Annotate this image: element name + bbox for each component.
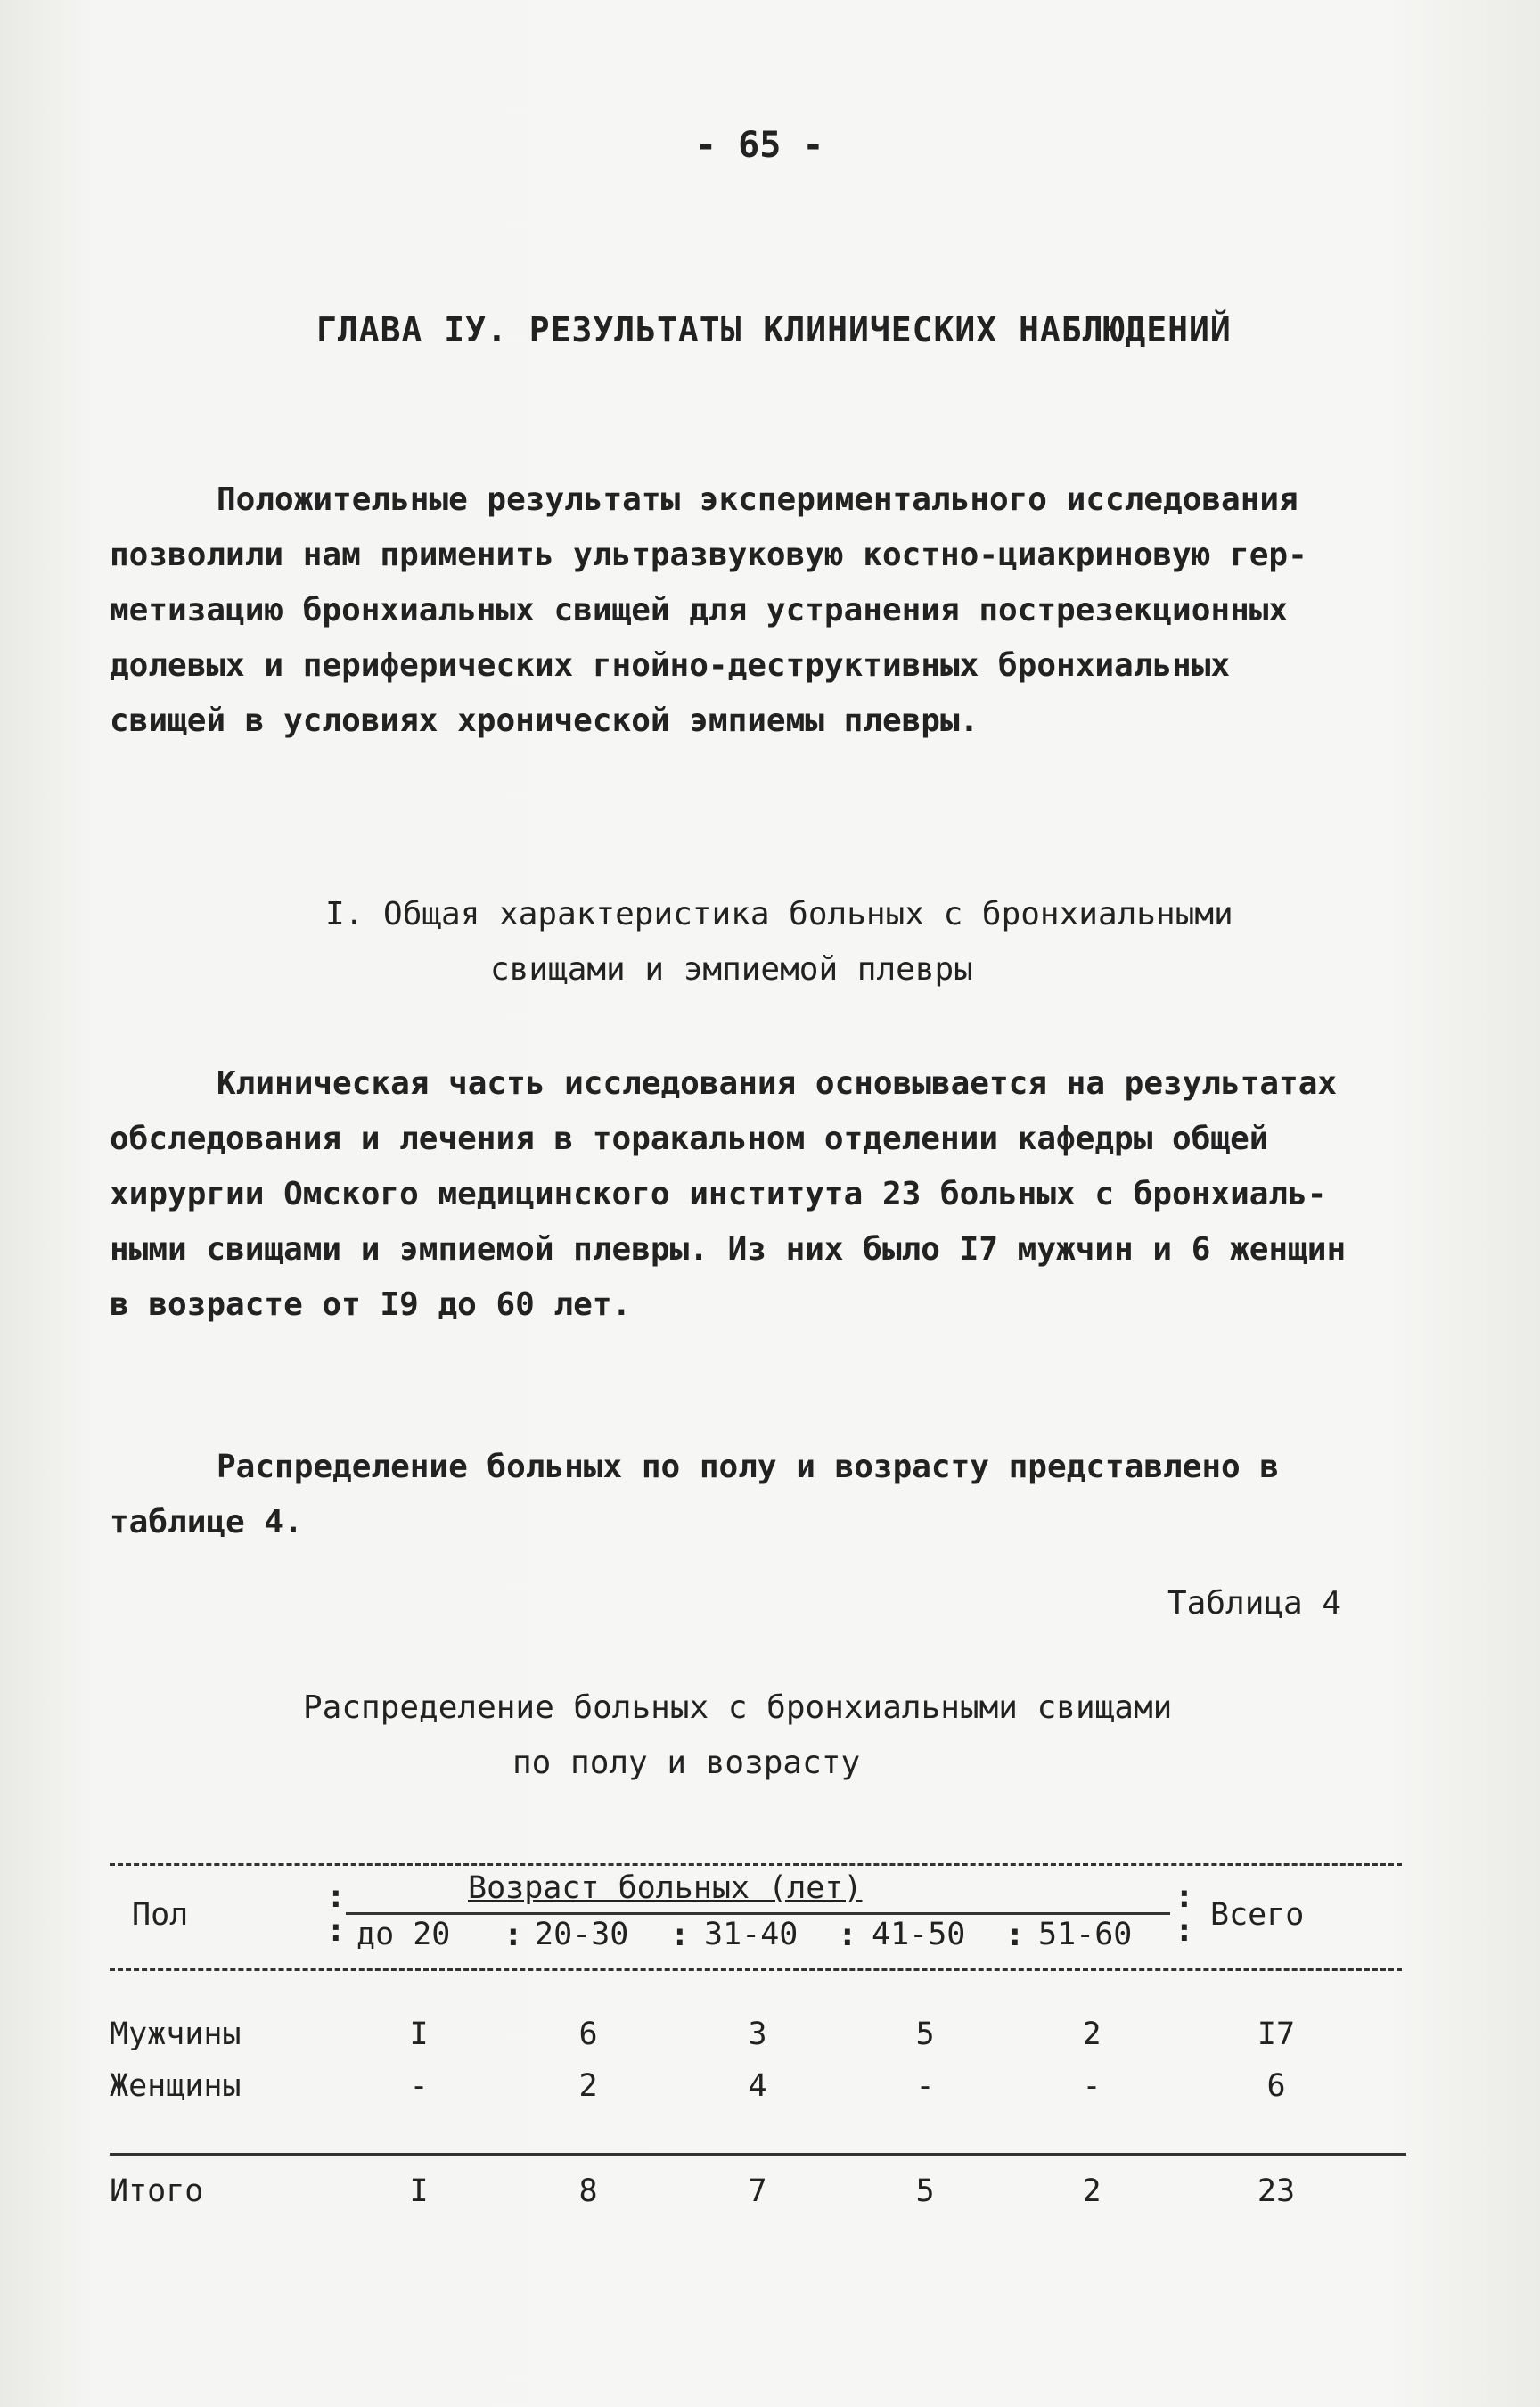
row-label-total: Итого	[110, 2173, 204, 2209]
intro-line: свищей в условиях хронической эмпиемы плевры.	[110, 702, 979, 739]
table-cell: 2	[1082, 2017, 1102, 2052]
intro-line: долевых и периферических гнойно-деструктивных бронхиальных	[110, 647, 1231, 684]
intro-line: Положительные результаты экспериментального исследования	[217, 481, 1298, 518]
table-label: Таблица 4	[1167, 1585, 1342, 1622]
clinical-line: хирургии Омского медицинского института 23 больных с бронхиаль-	[110, 1176, 1327, 1212]
table-cell: 3	[748, 2017, 767, 2052]
clinical-line: в возрасте от I9 до 60 лет.	[110, 1286, 632, 1323]
table-cell: 8	[578, 2173, 598, 2209]
table-title	[303, 1680, 1172, 1791]
table-cell-total: 6	[1266, 2068, 1286, 2104]
table-title-line2: по полу и возрасту	[512, 1745, 861, 1781]
header-separator: :	[1175, 1912, 1194, 1949]
header-age-col: 31-40	[704, 1917, 799, 1952]
table-cell: 2	[578, 2068, 598, 2104]
table-cell: 5	[915, 2173, 935, 2209]
header-age-col: 20-30	[535, 1917, 629, 1952]
header-age-group: Возраст больных (лет)	[468, 1870, 863, 1906]
header-separator: :	[326, 1912, 346, 1949]
table-cell: -	[1082, 2068, 1102, 2104]
intro-paragraph	[110, 472, 1455, 749]
table-cell: 4	[748, 2068, 767, 2104]
table-cell: -	[409, 2068, 429, 2104]
row-label-men: Мужчины	[110, 2017, 242, 2052]
clinical-line: ными свищами и эмпиемой плевры. Из них было I7 мужчин и 6 женщин	[110, 1231, 1347, 1268]
clinical-paragraph	[110, 1056, 1455, 1333]
section-heading-line2: свищами и эмпиемой плевры	[490, 951, 973, 988]
distribution-paragraph	[110, 1440, 1455, 1550]
table-cell-total: 23	[1257, 2173, 1296, 2209]
row-label-women: Женщины	[110, 2068, 242, 2104]
table-cell-total: I7	[1257, 2017, 1296, 2052]
clinical-line: обследования и лечения в торакальном отделении кафедры общей	[110, 1121, 1269, 1157]
header-separator: :	[504, 1917, 523, 1953]
header-bottom-rule	[110, 1968, 1402, 1971]
header-separator: :	[670, 1917, 690, 1953]
distribution-line: Распределение больных по полу и возрасту представлено в	[217, 1449, 1280, 1485]
header-separator: :	[838, 1917, 857, 1953]
table-cell: 7	[748, 2173, 767, 2209]
table-title-line1: Распределение больных с бронхиальными свищами	[303, 1689, 1173, 1726]
header-age-col: 51-60	[1038, 1917, 1133, 1952]
header-age-underline	[346, 1912, 1170, 1915]
clinical-line: Клиническая часть исследования основывается на результатах	[217, 1065, 1338, 1102]
table-cell: 5	[915, 2017, 935, 2052]
chapter-title: ГЛАВА IУ. РЕЗУЛЬТАТЫ КЛИНИЧЕСКИХ НАБЛЮДЕНИЙ	[316, 310, 1232, 349]
header-separator: :	[1005, 1917, 1025, 1953]
intro-line: метизацию бронхиальных свищей для устранения пострезекционных	[110, 592, 1289, 628]
header-sex: Пол	[132, 1897, 189, 1933]
table-cell: I	[409, 2017, 429, 2052]
header-age-col: до 20	[356, 1917, 451, 1952]
table-cell: I	[409, 2173, 429, 2209]
header-age-col: 41-50	[872, 1917, 966, 1952]
table-cell: 6	[578, 2017, 598, 2052]
table-top-rule	[110, 1863, 1402, 1866]
total-rule	[110, 2153, 1406, 2156]
table-cell: -	[915, 2068, 935, 2104]
header-total: Всего	[1210, 1897, 1305, 1933]
intro-line: позволили нам применить ультразвуковую костно-циакриновую гер-	[110, 537, 1307, 573]
section-heading	[325, 887, 1233, 998]
section-heading-line1: I. Общая характеристика больных с бронхиальными	[325, 896, 1233, 932]
page-number: - 65 -	[695, 125, 824, 166]
distribution-line: таблице 4.	[110, 1504, 303, 1540]
header-separator: :	[1175, 1878, 1194, 1915]
table-cell: 2	[1082, 2173, 1102, 2209]
header-separator: :	[326, 1878, 346, 1915]
